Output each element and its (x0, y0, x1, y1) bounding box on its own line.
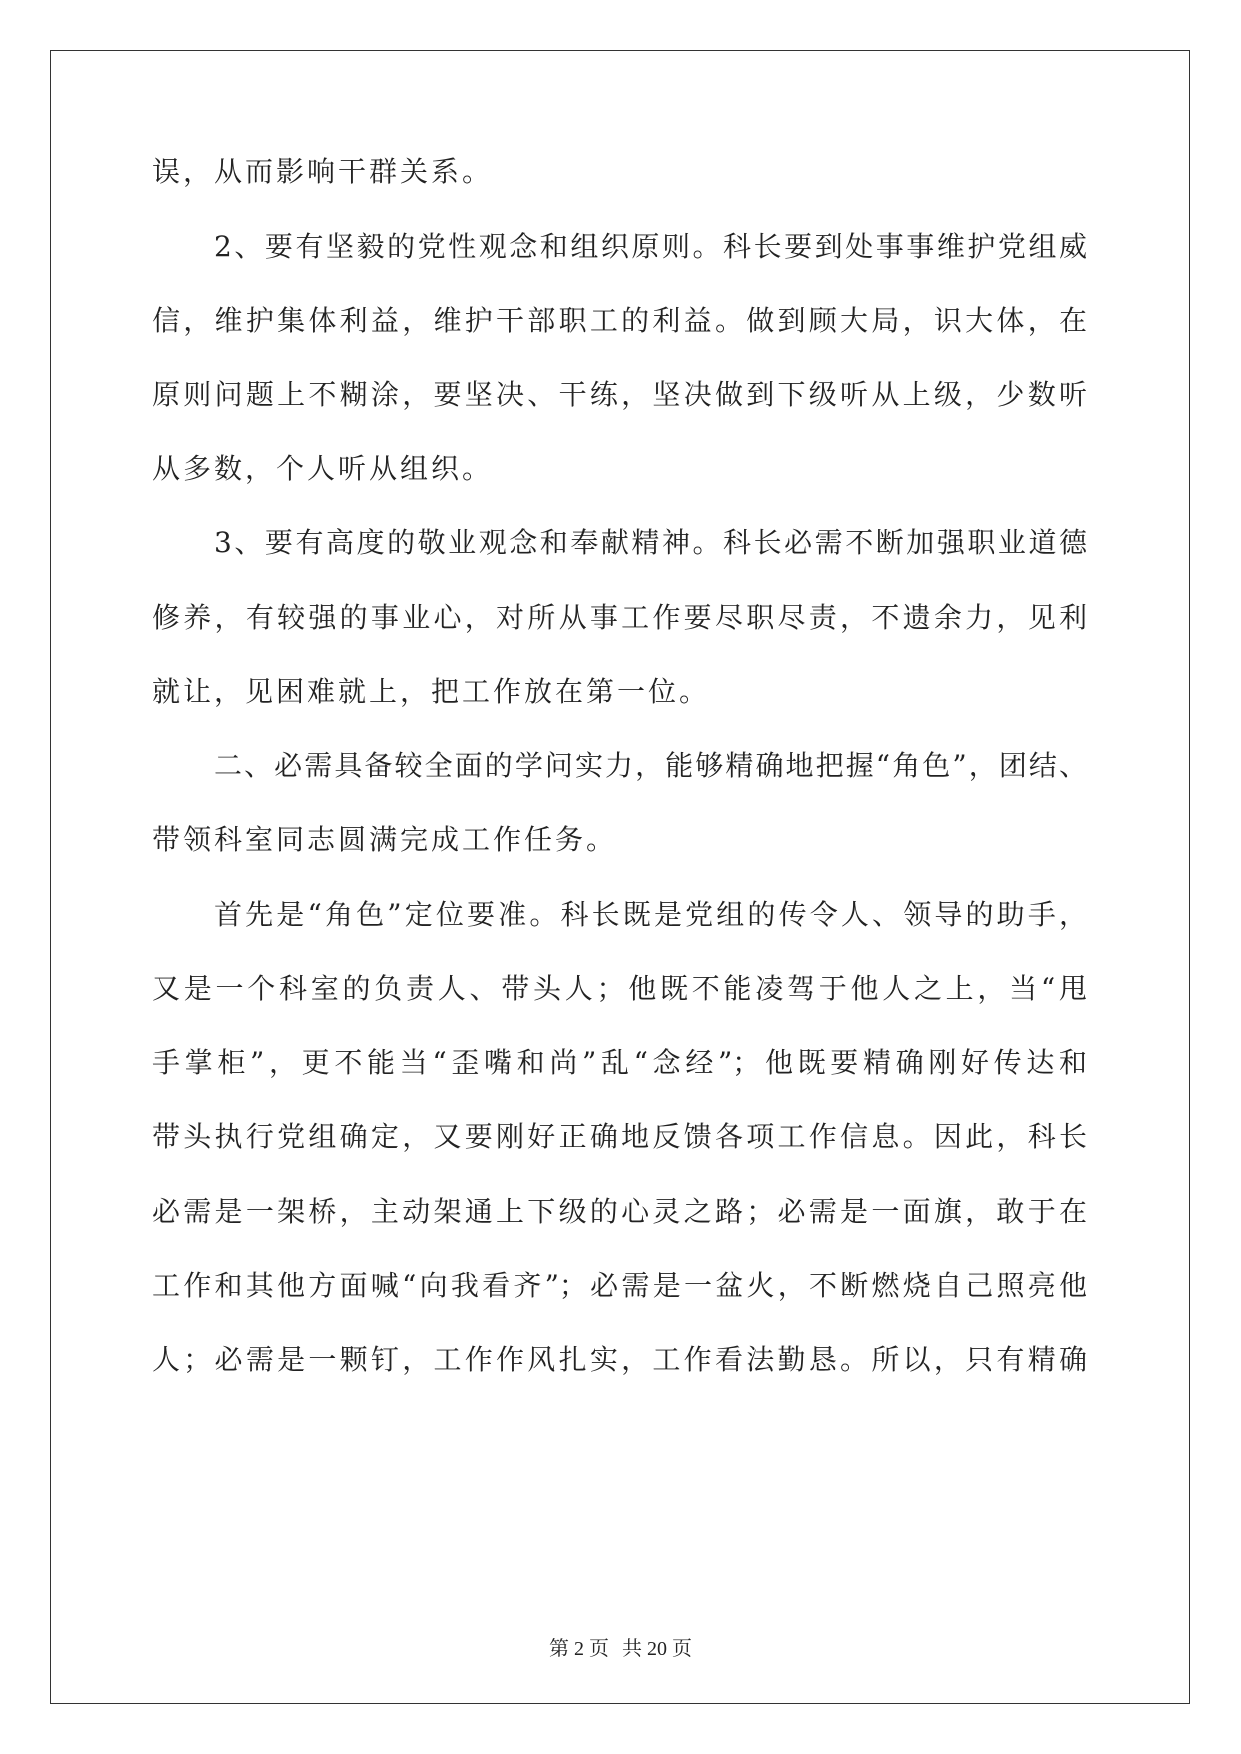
paragraph-line: 手掌柜”，更不能当“歪嘴和尚”乱“念经”；他既要精确刚好传达和 (152, 1046, 1087, 1079)
paragraph-line: 带头执行党组确定，又要刚好正确地反馈各项工作信息。因此，科长 (152, 1120, 1087, 1153)
paragraph-line: 二、必需具备较全面的学问实力，能够精确地把握“角色”，团结、 (214, 749, 1087, 782)
page-border (50, 50, 1190, 1704)
paragraph-line: 2、要有坚毅的党性观念和组织原则。科长要到处事事维护党组威 (214, 230, 1087, 263)
paragraph-line: 误，从而影响干群关系。 (152, 155, 494, 188)
paragraph-line: 信，维护集体利益，维护干部职工的利益。做到顾大局，识大体，在 (152, 304, 1087, 337)
paragraph-line: 工作和其他方面喊“向我看齐”；必需是一盆火，不断燃烧自己照亮他 (152, 1269, 1087, 1302)
paragraph-line: 必需是一架桥，主动架通上下级的心灵之路；必需是一面旗，敢于在 (152, 1195, 1087, 1228)
page-total: 共 20 页 (622, 1638, 692, 1660)
paragraph-line: 又是一个科室的负责人、带头人；他既不能凌驾于他人之上，当“甩 (152, 972, 1087, 1005)
paragraph-line: 3、要有高度的敬业观念和奉献精神。科长必需不断加强职业道德 (214, 526, 1087, 559)
paragraph-line: 人；必需是一颗钉，工作作风扎实，工作看法勤恳。所以，只有精确 (152, 1343, 1087, 1376)
paragraph-line: 带领科室同志圆满完成工作任务。 (152, 823, 618, 856)
paragraph-line: 原则问题上不糊涂，要坚决、干练，坚决做到下级听从上级，少数听 (152, 378, 1087, 411)
page-number: 第 2 页 (549, 1638, 609, 1660)
paragraph-line: 从多数，个人听从组织。 (152, 452, 494, 485)
paragraph-line: 首先是“角色”定位要准。科长既是党组的传令人、领导的助手， (214, 898, 1087, 931)
page-footer (0, 1632, 1241, 1661)
paragraph-line: 就让，见困难就上，把工作放在第一位。 (152, 675, 711, 708)
paragraph-line: 修养，有较强的事业心，对所从事工作要尽职尽责，不遗余力，见利 (152, 601, 1087, 634)
